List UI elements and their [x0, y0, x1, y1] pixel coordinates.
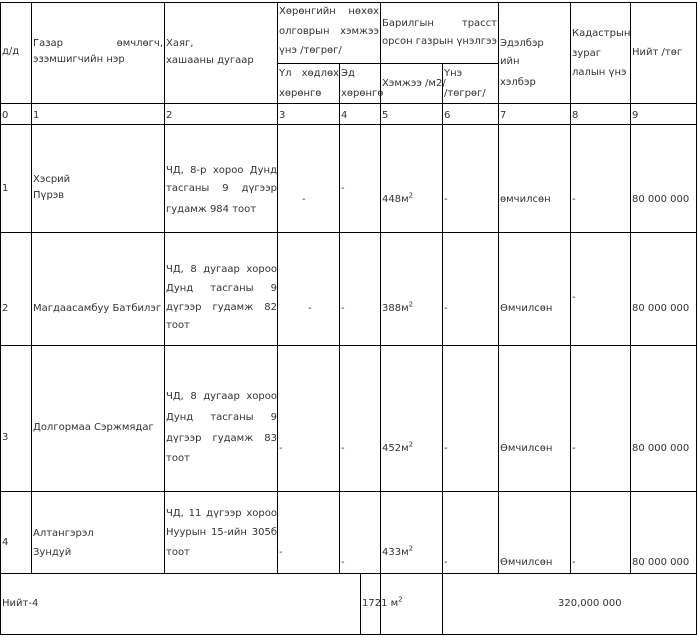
- grand-total: 320,000 000: [558, 598, 622, 609]
- address: Дунд тасганы 9: [166, 412, 277, 423]
- land-area: $452м^2$: [382, 440, 414, 454]
- header-col4-line1: Эд: [341, 68, 355, 79]
- table-border-bottom: [0, 634, 697, 635]
- land-usage: Өмчилсөн: [500, 557, 553, 568]
- header-compensation-line2: олговрын хэмжээ: [279, 26, 379, 37]
- row-total: 80 000 000: [632, 557, 690, 568]
- row-number: 3: [2, 432, 9, 443]
- column-line: [31, 2, 32, 574]
- header-col4-line2: хөрөнгө: [341, 88, 384, 99]
- row-number: 2: [2, 303, 9, 314]
- header-col6-line1: Үнэ: [444, 68, 463, 79]
- total-label: Нийт-4: [2, 598, 39, 609]
- address: дүгээр гудамж 83: [166, 433, 277, 444]
- header-col2-line2: хашааны дугаар: [166, 55, 254, 66]
- column-number: 0: [2, 110, 9, 121]
- column-line: [498, 2, 499, 574]
- owner-name: Пүрэв: [33, 190, 65, 201]
- land-area: $448м^2$: [382, 191, 414, 205]
- header-col8-line1: Кадастрын: [572, 28, 631, 39]
- land-area: $388м^2$: [382, 300, 414, 314]
- property-value: -: [341, 443, 345, 454]
- address: ЧД, 8-р хороо Дунд: [166, 165, 277, 176]
- address: тасганы 9 дүгээр: [166, 183, 277, 194]
- row-line: [0, 491, 697, 492]
- owner-name: Магдаасамбуу Батбилэг: [33, 303, 162, 314]
- column-number: 8: [572, 110, 579, 121]
- row-number: 1: [2, 183, 9, 194]
- column-line: [630, 2, 631, 574]
- column-line: [339, 63, 340, 574]
- cadastral-value: -: [572, 557, 576, 568]
- header-col3-line2: хөрөнгө: [279, 88, 322, 99]
- header-transit-line2: орсон газрын үнэлгээ: [382, 36, 498, 47]
- real-estate-value: -: [279, 443, 283, 454]
- address: дүгээр гудамж 82: [166, 302, 277, 313]
- header-bottom-line: [0, 103, 697, 104]
- cadastral-value: -: [572, 194, 576, 205]
- header-col0: д/д: [2, 46, 20, 57]
- total-area: 1721 $м^2$: [362, 595, 403, 609]
- land-area: $433м^2$: [382, 544, 414, 558]
- header-col9: Нийт /төг: [632, 47, 683, 58]
- cadastral-value: -: [572, 292, 576, 303]
- address: ЧД, 11 дүгээр хороо: [166, 508, 277, 519]
- land-price: -: [444, 303, 448, 314]
- total-row-line: [360, 573, 361, 635]
- land-price: -: [444, 557, 448, 568]
- row-total: 80 000 000: [632, 303, 690, 314]
- header-transit-line1: Барилгын трасст: [382, 18, 497, 29]
- header-col8-line2: зураг: [572, 48, 601, 59]
- header-col2-line1: Хаяг,: [166, 38, 194, 49]
- owner-name: Долгормаа Сэржмядаг: [33, 422, 154, 433]
- land-usage: Өмчилсөн: [500, 443, 553, 454]
- address: тоот: [166, 547, 190, 558]
- column-number: 6: [444, 110, 451, 121]
- table-border-top: [0, 2, 697, 3]
- owner-name: Зундуй: [33, 547, 72, 558]
- header-col6-line2: /төгрөг/: [444, 88, 486, 99]
- real-estate-value: -: [308, 303, 312, 314]
- header-col1-line1: Газар өмчлөгч,: [33, 38, 163, 49]
- real-estate-value: -: [279, 547, 283, 558]
- column-number: 5: [382, 110, 389, 121]
- row-line: [0, 232, 697, 233]
- row-total: 80 000 000: [632, 443, 690, 454]
- column-number: 1: [33, 110, 40, 121]
- header-compensation-line3: үнэ /төгрөг/: [279, 45, 342, 56]
- cadastral-value: -: [572, 443, 576, 454]
- header-col5: Хэмжээ /м2/: [382, 78, 446, 89]
- address: гудамж 984 тоот: [166, 204, 257, 215]
- header-divider: [278, 63, 498, 64]
- property-value: -: [341, 183, 345, 194]
- land-usage: Өмчилсөн: [500, 303, 553, 314]
- address: ЧД, 8 дугаар хороо: [166, 391, 277, 402]
- row-total: 80 000 000: [632, 194, 690, 205]
- header-col1-line2: эзэмшигчийн нэр: [33, 54, 125, 65]
- header-compensation-line1: Хөрөнгийн нөхөх: [279, 6, 379, 17]
- table-border-left: [0, 2, 1, 635]
- address: ЧД, 8 дугаар хороо: [166, 264, 277, 275]
- address: тоот: [166, 453, 190, 464]
- column-line: [570, 2, 571, 574]
- property-value: -: [341, 557, 345, 568]
- column-number: 4: [341, 110, 348, 121]
- land-price: -: [444, 443, 448, 454]
- address: Дунд тасганы 9: [166, 283, 277, 294]
- row-number: 4: [2, 537, 9, 548]
- column-number: 7: [500, 110, 507, 121]
- real-estate-value: -: [302, 194, 306, 205]
- land-usage: өмчилсөн: [500, 194, 551, 205]
- column-number: 3: [279, 110, 286, 121]
- land-price: -: [444, 194, 448, 205]
- header-col7-line3: хэлбэр: [500, 77, 536, 88]
- row-line: [0, 345, 697, 346]
- column-line: [442, 63, 443, 635]
- owner-name: Алтангэрэл: [33, 528, 94, 539]
- property-value: -: [341, 303, 345, 314]
- header-col3-line1: Үл хөдлөх: [279, 68, 339, 79]
- header-col7-line1: Эдэлбэр: [500, 38, 544, 49]
- row-line: [0, 124, 697, 125]
- column-number: 9: [632, 110, 639, 121]
- address: тоот: [166, 320, 190, 331]
- column-line: [164, 2, 165, 574]
- row-line: [0, 573, 697, 574]
- header-col8-line3: лалын үнэ: [572, 67, 627, 78]
- address: Нуурын 15-ийн 305б: [166, 527, 277, 538]
- header-col7-line2: ийн: [500, 56, 520, 67]
- owner-name: Хэсрий: [33, 174, 71, 185]
- column-number: 2: [166, 110, 173, 121]
- column-line: [277, 2, 278, 574]
